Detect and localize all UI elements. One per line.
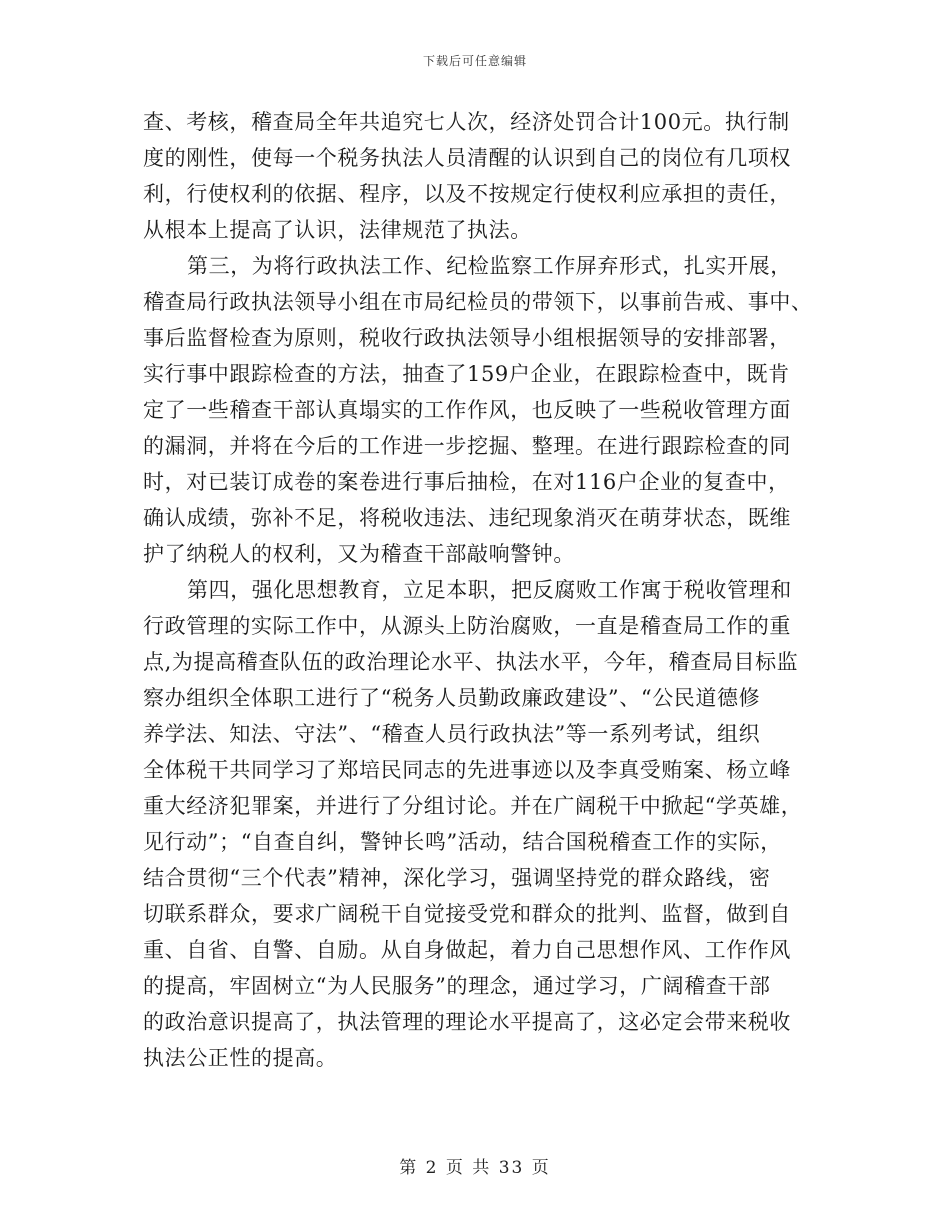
text-line: 护了纳税人的权利，又为稽查干部敲响警钟。	[143, 542, 575, 566]
document-body	[143, 104, 813, 1076]
text-line: 利，行使权利的依据、程序，以及不按规定行使权利应承担的责任，	[143, 182, 791, 206]
text-line: 执法公正性的提高。	[143, 1046, 338, 1070]
page-number-footer: 第 2 页 共 33 页	[399, 1158, 551, 1178]
text-line: 确认成绩，弥补不足，将税收违法、违纪现象消灭在萌芽状态，既维	[143, 506, 791, 530]
text-line: 重、自省、自警、自励。从自身做起，着力自己思想作风、工作作风	[143, 938, 791, 962]
text-line: 结合贯彻“三个代表”精神，深化学习，强调坚持党的群众路线，密	[143, 866, 771, 890]
page-header-note: 下载后可任意编辑	[422, 54, 527, 68]
text-line: 定了一些稽查干部认真塌实的工作作风，也反映了一些税收管理方面	[143, 398, 791, 422]
text-line: 点,为提高稽查队伍的政治理论水平、执法水平，今年，稽查局目标监	[143, 650, 799, 674]
text-line: 的政治意识提高了，执法管理的理论水平提高了，这必定会带来税收	[143, 1010, 791, 1034]
text-line: 切联系群众，要求广阔税干自觉接受党和群众的批判、监督，做到自	[143, 902, 791, 926]
text-line: 度的刚性，使每一个税务执法人员清醒的认识到自己的岗位有几项权	[143, 146, 791, 170]
paragraph-start-line: 第四，强化思想教育，立足本职，把反腐败工作寓于税收管理和	[187, 578, 792, 602]
text-line: 见行动”；“自查自纠，警钟长鸣”活动，结合国税稽查工作的实际，	[143, 830, 782, 854]
text-line: 稽查局行政执法领导小组在市局纪检员的带领下，以事前告戒、事中、	[143, 290, 813, 314]
text-line: 重大经济犯罪案，并进行了分组讨论。并在广阔税干中掀起“学英雄，	[143, 794, 803, 818]
text-line: 察办组织全体职工进行了“税务人员勤政廉政建设”、“公民道德修	[143, 686, 761, 710]
text-line: 的漏洞，并将在今后的工作进一步挖掘、整理。在进行跟踪检查的同	[143, 434, 791, 458]
text-line: 的提高，牢固树立“为人民服务”的理念，通过学习，广阔稽查干部	[143, 974, 771, 998]
paragraph-start-line: 第三，为将行政执法工作、纪检监察工作屏弃形式，扎实开展，	[187, 254, 792, 278]
text-line: 行政管理的实际工作中，从源头上防治腐败，一直是稽查局工作的重	[143, 614, 791, 638]
text-line: 实行事中跟踪检查的方法，抽查了159户企业，在跟踪检查中，既肯	[143, 362, 790, 386]
text-line: 从根本上提高了认识，法律规范了执法。	[143, 218, 532, 242]
text-line: 事后监督检查为原则，税收行政执法领导小组根据领导的安排部署，	[143, 326, 791, 350]
text-line: 查、考核，稽查局全年共追究七人次，经济处罚合计100元。执行制	[143, 110, 790, 134]
text-line: 养学法、知法、守法”、“稽查人员行政执法”等一系列考试，组织	[143, 722, 761, 746]
text-line: 全体税干共同学习了郑培民同志的先进事迹以及李真受贿案、杨立峰	[143, 758, 791, 782]
text-line: 时，对已装订成卷的案卷进行事后抽检，在对116户企业的复查中，	[143, 470, 790, 494]
